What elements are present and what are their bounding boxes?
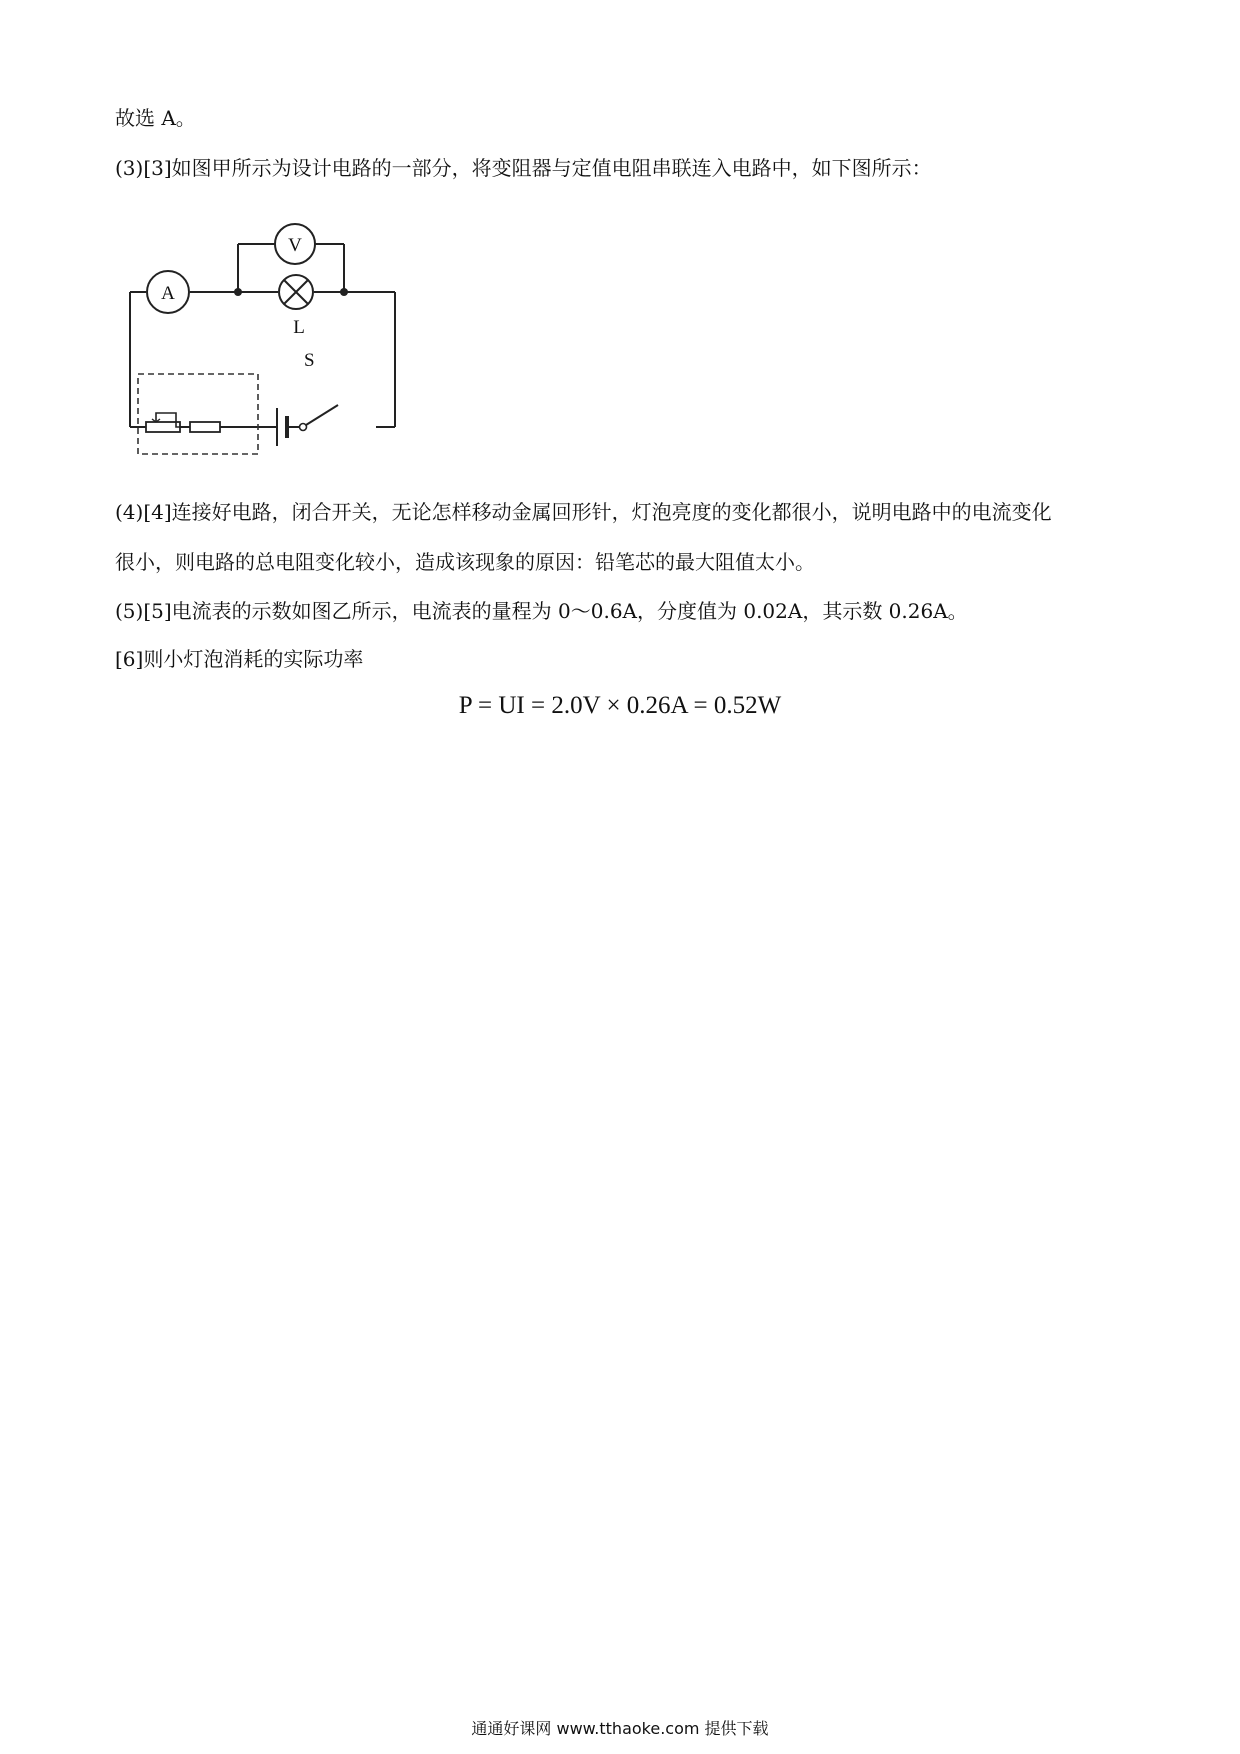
power-formula: P = UI = 2.0V × 0.26A = 0.52W <box>458 692 782 719</box>
voltmeter <box>275 224 315 264</box>
voltmeter-label: V <box>288 235 302 256</box>
page-footer: 通通好课网 www.tthaoke.com 提供下载 <box>471 1719 769 1738</box>
circuit-diagram <box>118 222 408 477</box>
text-line-step4: (4)[4]连接好电路，闭合开关，无论怎样移动金属回形针，灯泡亮度的变化都很小，说明电路中的电流变化 <box>115 500 1052 524</box>
text-line-step4-cont: 很小，则电路的总电阻变化较小，造成该现象的原因：铅笔芯的最大阻值太小。 <box>115 550 815 574</box>
ammeter-label: A <box>161 283 175 304</box>
text-line-step5: (5)[5]电流表的示数如图乙所示，电流表的量程为 0～0.6A，分度值为 0.02A，其示数 0.26A。 <box>115 599 968 623</box>
fixed-resistor <box>190 422 220 432</box>
text-line-conclusion: 故选 A。 <box>115 106 196 130</box>
junction-dot <box>234 288 242 296</box>
junction-dot <box>340 288 348 296</box>
lamp <box>279 275 313 338</box>
battery <box>277 408 287 446</box>
text-line-step3: (3)[3]如图甲所示为设计电路的一部分，将变阻器与定值电阻串联连入电路中，如下图所示： <box>115 156 932 180</box>
ammeter <box>147 271 189 313</box>
rheostat <box>146 413 190 432</box>
lamp-label: L <box>293 317 305 338</box>
switch <box>300 350 339 431</box>
switch-label: S <box>304 350 315 371</box>
text-line-step6: [6]则小灯泡消耗的实际功率 <box>115 647 364 671</box>
